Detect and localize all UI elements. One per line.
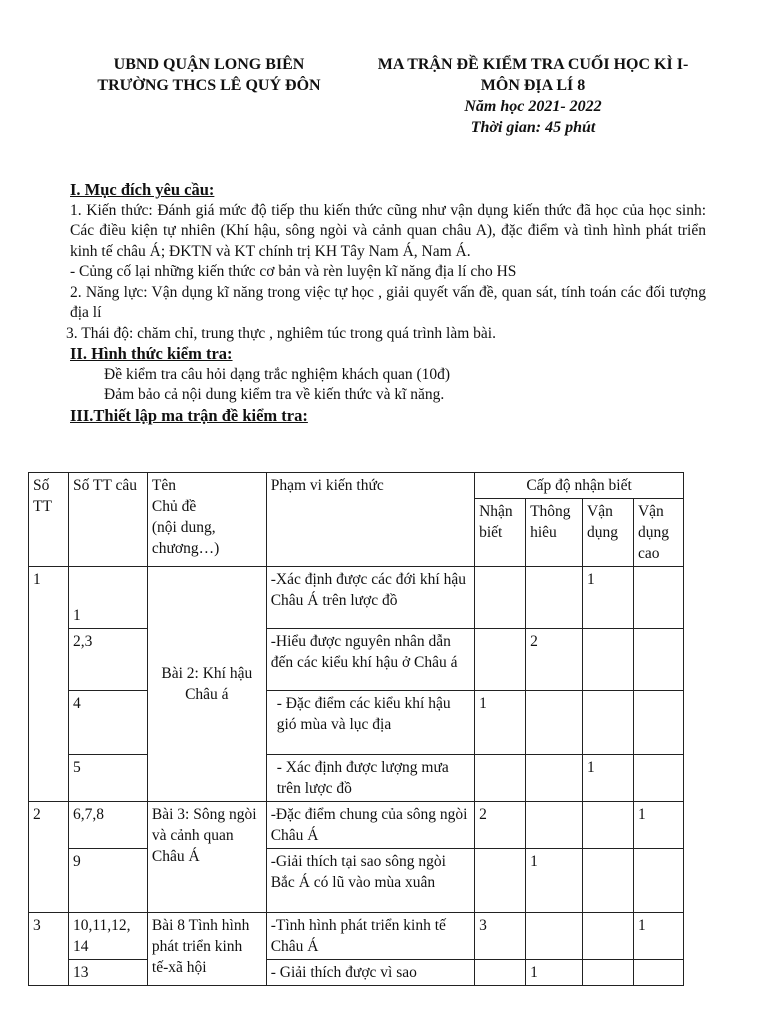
- row-vd: [583, 960, 634, 986]
- row-topic: Bài 3: Sông ngòi và cảnh quan Châu Á: [147, 802, 266, 913]
- section1-title: I. Mục đích yêu cầu:: [70, 180, 215, 199]
- table-row: [29, 913, 684, 960]
- row-question: 9: [68, 849, 147, 913]
- row-vdc: [633, 960, 683, 986]
- row-th: [526, 567, 583, 629]
- duration: Thời gian: 45 phút: [470, 119, 596, 136]
- row-scope: -Tình hình phát triển kinh tế Châu Á: [266, 913, 474, 960]
- doc-title: MA TRẬN ĐỀ KIỂM TRA CUỐI HỌC KÌ I-: [377, 56, 689, 73]
- header-recognize: Nhận biết: [475, 499, 526, 567]
- section3-title: III.Thiết lập ma trận đề kiểm tra:: [70, 405, 308, 425]
- table-row: [29, 629, 684, 691]
- row-topic: Bài 8 Tình hình phát triển kinh tế-xã hội: [147, 913, 266, 986]
- section2-title: II. Hình thức kiểm tra:: [70, 344, 233, 363]
- row-scope: -Giải thích tại sao sông ngòi Bắc Á có lũ vào mùa xuân: [266, 849, 474, 913]
- row-vd: [583, 691, 634, 755]
- row-question: 4: [68, 691, 147, 755]
- row-vdc: [633, 691, 683, 755]
- row-scope: - Đặc điểm các kiểu khí hậu gió mùa và lục địa: [266, 691, 474, 755]
- school-header: [74, 54, 344, 96]
- row-vd: 1: [583, 755, 634, 802]
- header-question-no: Số TT câu: [68, 473, 147, 567]
- row-question: 2,3: [68, 629, 147, 691]
- header-stt: Số TT: [29, 473, 69, 567]
- row-nb: 3: [475, 913, 526, 960]
- table-row: [29, 567, 684, 629]
- row-th: [526, 802, 583, 849]
- section1-competence: 2. Năng lực: Vận dụng kĩ năng trong việc tự học , giải quyết vấn đề, quan sát, tính toán các đối tượng địa lí: [70, 283, 706, 321]
- row-vd: [583, 629, 634, 691]
- table-row: [29, 802, 684, 849]
- section1-skills-note: - Củng cố lại những kiến thức cơ bản và rèn luyện kĩ năng địa lí cho HS: [70, 263, 517, 280]
- row-th: [526, 755, 583, 802]
- table-row: [29, 849, 684, 913]
- row-stt: 3: [29, 913, 69, 986]
- row-scope: - Giải thích được vì sao: [266, 960, 474, 986]
- row-question: 6,7,8: [68, 802, 147, 849]
- row-vd: [583, 849, 634, 913]
- row-question: 1: [68, 567, 147, 629]
- row-nb: [475, 567, 526, 629]
- header-topic: Tên Chủ đề (nội dung, chương…): [147, 473, 266, 567]
- header-scope: Phạm vi kiến thức: [266, 473, 474, 567]
- row-th: 1: [526, 849, 583, 913]
- row-scope: -Xác định được các đới khí hậu Châu Á trên lược đồ: [266, 567, 474, 629]
- row-vd: 1: [583, 567, 634, 629]
- header-level: Cấp độ nhận biết: [475, 473, 684, 499]
- row-vd: [583, 802, 634, 849]
- row-scope: - Xác định được lượng mưa trên lược đồ: [266, 755, 474, 802]
- table-row: [29, 960, 684, 986]
- section-purpose: [66, 180, 706, 426]
- row-question: 5: [68, 755, 147, 802]
- section2-p1: Đề kiểm tra câu hỏi dạng trắc nghiệm khách quan (10đ): [104, 365, 451, 383]
- row-question: 10,11,12, 14: [68, 913, 147, 960]
- row-th: 1: [526, 960, 583, 986]
- section1-knowledge: 1. Kiến thức: Đánh giá mức độ tiếp thu kiến thức cũng như vận dụng kiến thức đã học của học sinh: Các điều kiện tự nhiên (Khí hậu, sông ngòi và cảnh quan châu A), đặc điểm và tình hình phát triển kinh tế châu Á; ĐKTN và KT chính trị KH Tây Nam Á, Nam Á.: [70, 201, 706, 260]
- subject-title: MÔN ĐỊA LÍ 8: [480, 77, 586, 94]
- row-scope: -Đặc điểm chung của sông ngòi Châu Á: [266, 802, 474, 849]
- school-year: Năm học 2021- 2022: [464, 98, 602, 115]
- row-topic: Bài 2: Khí hậu Châu á: [147, 567, 266, 802]
- matrix-table: [28, 472, 684, 986]
- row-th: 2: [526, 629, 583, 691]
- row-nb: [475, 849, 526, 913]
- row-stt: 1: [29, 567, 69, 802]
- header-apply: Vận dụng: [583, 499, 634, 567]
- table-row: [29, 691, 684, 755]
- row-vdc: 1: [633, 802, 683, 849]
- row-nb: [475, 629, 526, 691]
- row-vdc: [633, 755, 683, 802]
- row-vdc: [633, 567, 683, 629]
- row-nb: 1: [475, 691, 526, 755]
- row-vdc: [633, 849, 683, 913]
- school-name: TRƯỜNG THCS LÊ QUÝ ĐÔN: [97, 77, 321, 94]
- row-vdc: 1: [633, 913, 683, 960]
- row-th: [526, 691, 583, 755]
- table-row: [29, 755, 684, 802]
- row-nb: [475, 960, 526, 986]
- district-name: UBND QUẬN LONG BIÊN: [113, 56, 305, 73]
- header-apply-high: Vận dụng cao: [633, 499, 683, 567]
- header-understand: Thông hiêu: [526, 499, 583, 567]
- row-vdc: [633, 629, 683, 691]
- row-th: [526, 913, 583, 960]
- section2-p2: Đảm bảo cả nội dung kiểm tra về kiến thức và kĩ năng.: [104, 386, 445, 403]
- row-question: 13: [68, 960, 147, 986]
- exam-header: [352, 54, 714, 138]
- row-stt: 2: [29, 802, 69, 913]
- section1-attitude: 3. Thái độ: chăm chỉ, trung thực , nghiêm túc trong quá trình làm bài.: [66, 324, 496, 342]
- row-scope: -Hiểu được nguyên nhân dẫn đến các kiểu khí hậu ở Châu á: [266, 629, 474, 691]
- table-header-row: [29, 473, 684, 499]
- row-nb: 2: [475, 802, 526, 849]
- row-vd: [583, 913, 634, 960]
- row-nb: [475, 755, 526, 802]
